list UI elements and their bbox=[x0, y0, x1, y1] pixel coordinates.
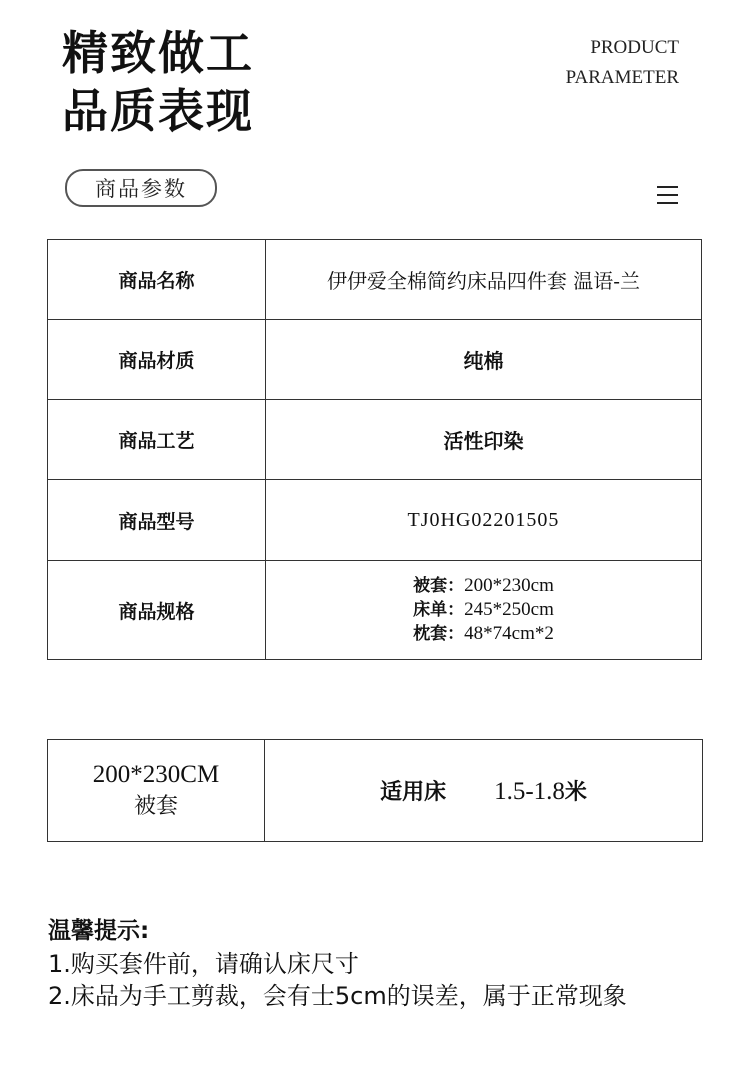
bed-unit: 米 bbox=[564, 779, 587, 805]
param-key: 商品型号 bbox=[48, 480, 266, 561]
headline-line-2: 品质表现 bbox=[62, 84, 254, 138]
parameter-table bbox=[47, 239, 702, 660]
spec-list bbox=[266, 561, 702, 660]
param-value: TJ0HG02201505 bbox=[266, 480, 702, 561]
param-value: 活性印染 bbox=[266, 400, 702, 480]
bed-range: 1.5-1.8 bbox=[494, 778, 565, 805]
spec-value: 48*74cm*2 bbox=[464, 623, 554, 644]
spec-label: 床单： bbox=[413, 600, 465, 620]
table-row bbox=[48, 740, 703, 842]
english-line-2: PARAMETER bbox=[565, 67, 679, 88]
tips-block bbox=[48, 914, 627, 1012]
param-key: 商品工艺 bbox=[48, 400, 266, 480]
param-key: 商品名称 bbox=[48, 240, 266, 320]
tips-line-2: 2.床品为手工剪裁，会有士5cm的误差，属于正常现象 bbox=[48, 982, 627, 1010]
spec-value: 245*250cm bbox=[464, 599, 554, 620]
param-key: 商品材质 bbox=[48, 320, 266, 400]
bed-label: 适用床 bbox=[380, 779, 447, 805]
spec-label: 被套： bbox=[413, 576, 465, 596]
size-value: 200*230CM bbox=[92, 760, 220, 788]
param-value: 伊伊爱全棉简约床品四件套 温语-兰 bbox=[266, 240, 702, 320]
headline-line-1: 精致做工 bbox=[62, 26, 254, 80]
param-key: 商品规格 bbox=[48, 561, 266, 660]
english-line-1: PRODUCT bbox=[590, 37, 679, 58]
hamburger-icon[interactable] bbox=[657, 186, 678, 204]
table-row bbox=[48, 240, 702, 320]
bed-cell bbox=[265, 740, 703, 842]
table-row bbox=[48, 400, 702, 480]
spec-line bbox=[267, 598, 700, 622]
headline bbox=[62, 24, 254, 140]
table-row bbox=[48, 561, 702, 660]
size-table bbox=[47, 739, 703, 842]
section-pill-label: 商品参数 bbox=[65, 169, 217, 207]
size-item: 被套 bbox=[133, 793, 178, 819]
spec-label: 枕套： bbox=[413, 624, 465, 644]
table-row bbox=[48, 320, 702, 400]
param-value: 纯棉 bbox=[266, 320, 702, 400]
table-row bbox=[48, 480, 702, 561]
size-cell bbox=[48, 740, 265, 842]
spec-line bbox=[267, 574, 700, 598]
tips-line-1: 1.购买套件前，请确认床尺寸 bbox=[48, 950, 359, 978]
spec-line bbox=[267, 622, 700, 646]
spec-value: 200*230cm bbox=[464, 575, 554, 596]
tips-title: 温馨提示: bbox=[48, 918, 150, 944]
english-subtitle bbox=[566, 33, 679, 93]
